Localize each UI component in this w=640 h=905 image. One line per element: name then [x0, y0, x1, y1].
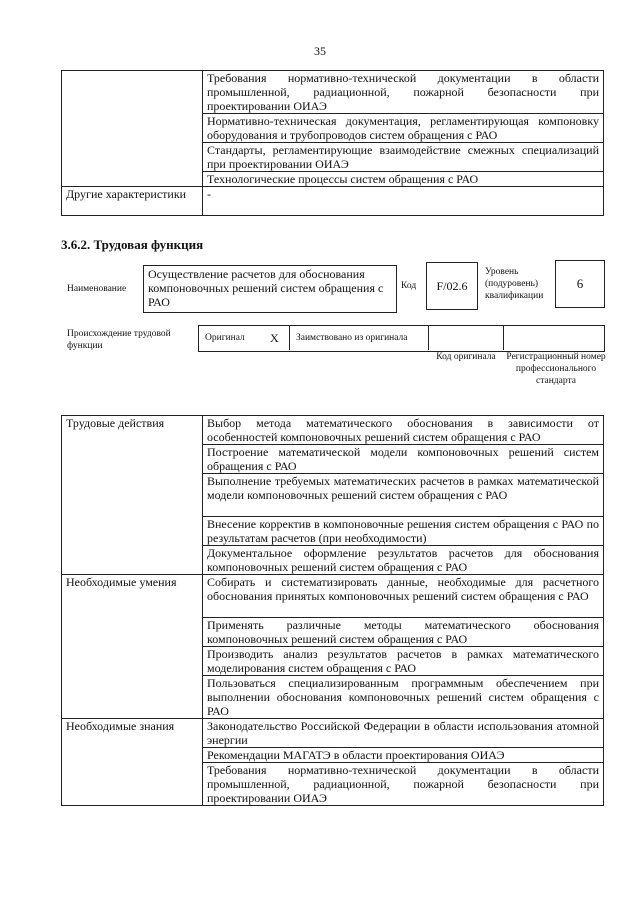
main-table	[61, 415, 604, 806]
level-value: 6	[555, 260, 605, 308]
code-original-label: Код оригинала	[436, 352, 496, 362]
name-value: Осуществление расчетов для обоснования компоновочных решений систем обращения с РАО	[143, 265, 397, 313]
origin-divider-1	[289, 325, 290, 350]
table-row: Стандарты, регламентирующие взаимодействие смежных специализаций при проектировании ОИАЭ	[203, 143, 604, 172]
level-label: Уровень (подуровень) квалификации	[485, 267, 544, 301]
origin-divider-3	[503, 325, 504, 350]
top-requirements-table	[61, 70, 604, 216]
code-label: Код	[401, 281, 417, 291]
table-row: Пользоваться специализированным программным обеспечением при выполнении обоснования компоновочных решений систем обращения с РАО	[203, 676, 604, 719]
table-row: Собирать и систематизировать данные, необходимые для расчетного обоснования принятых компоновочных решений систем обращения с РАО	[203, 575, 604, 618]
table-row: Внесение корректив в компоновочные решения систем обращения с РАО по результатам расчетов (при необходимости)	[203, 517, 604, 546]
table-row: Документальное оформление результатов расчетов для обоснования компоновочных решений систем обращения с РАО	[203, 546, 604, 575]
origin-label: Происхождение трудовой функции	[67, 329, 171, 351]
section-heading: 3.6.2. Трудовая функция	[61, 237, 204, 252]
table-row: Требования нормативно-технической документации в области промышленной, радиационной, пожарной безопасности при проектировании ОИАЭ	[203, 71, 604, 114]
table-row: Рекомендации МАГАТЭ в области проектирования ОИАЭ	[203, 748, 604, 763]
skills-label: Необходимые умения	[62, 575, 203, 719]
borrowed-label: Заимствовано из оригинала	[296, 333, 408, 343]
table-row: Производить анализ результатов расчетов в рамках математического моделирования систем обращения с РАО	[203, 647, 604, 676]
other-characteristics-label: Другие характеристики	[62, 187, 203, 216]
knowledge-label: Необходимые знания	[62, 719, 203, 806]
table-row: Нормативно-техническая документация, регламентирующая компоновку оборудования и трубопроводов систем обращения с РАО	[203, 114, 604, 143]
table-row: Построение математической модели компоновочных решений систем обращения с РАО	[203, 445, 604, 474]
origin-divider-2	[428, 325, 429, 350]
other-characteristics-value: -	[203, 187, 604, 216]
labor-actions-label: Трудовые действия	[62, 416, 203, 575]
original-label: Оригинал	[205, 333, 245, 343]
table-row: Технологические процессы систем обращения с РАО	[203, 172, 604, 187]
name-label: Наименование	[67, 284, 127, 294]
table-row: Выполнение требуемых математических расчетов в рамках математической модели компоновочных решений систем обращения с РАО	[203, 474, 604, 517]
table-row: Выбор метода математического обоснования в зависимости от особенностей компоновочных решений систем обращения с РАО	[203, 416, 604, 445]
empty-label-cell	[62, 71, 203, 187]
table-row: Законодательство Российской Федерации в области использования атомной энергии	[203, 719, 604, 748]
table-row: Требования нормативно-технической документации в области промышленной, радиационной, пожарной безопасности при проектировании ОИАЭ	[203, 763, 604, 806]
reg-number-label: Регистрационный номер профессионального стандарта	[506, 352, 606, 386]
original-mark: X	[270, 331, 279, 345]
code-value: F/02.6	[426, 262, 478, 310]
page-number: 35	[314, 44, 326, 58]
table-row: Применять различные методы математического обоснования компоновочных решений систем обращения с РАО	[203, 618, 604, 647]
